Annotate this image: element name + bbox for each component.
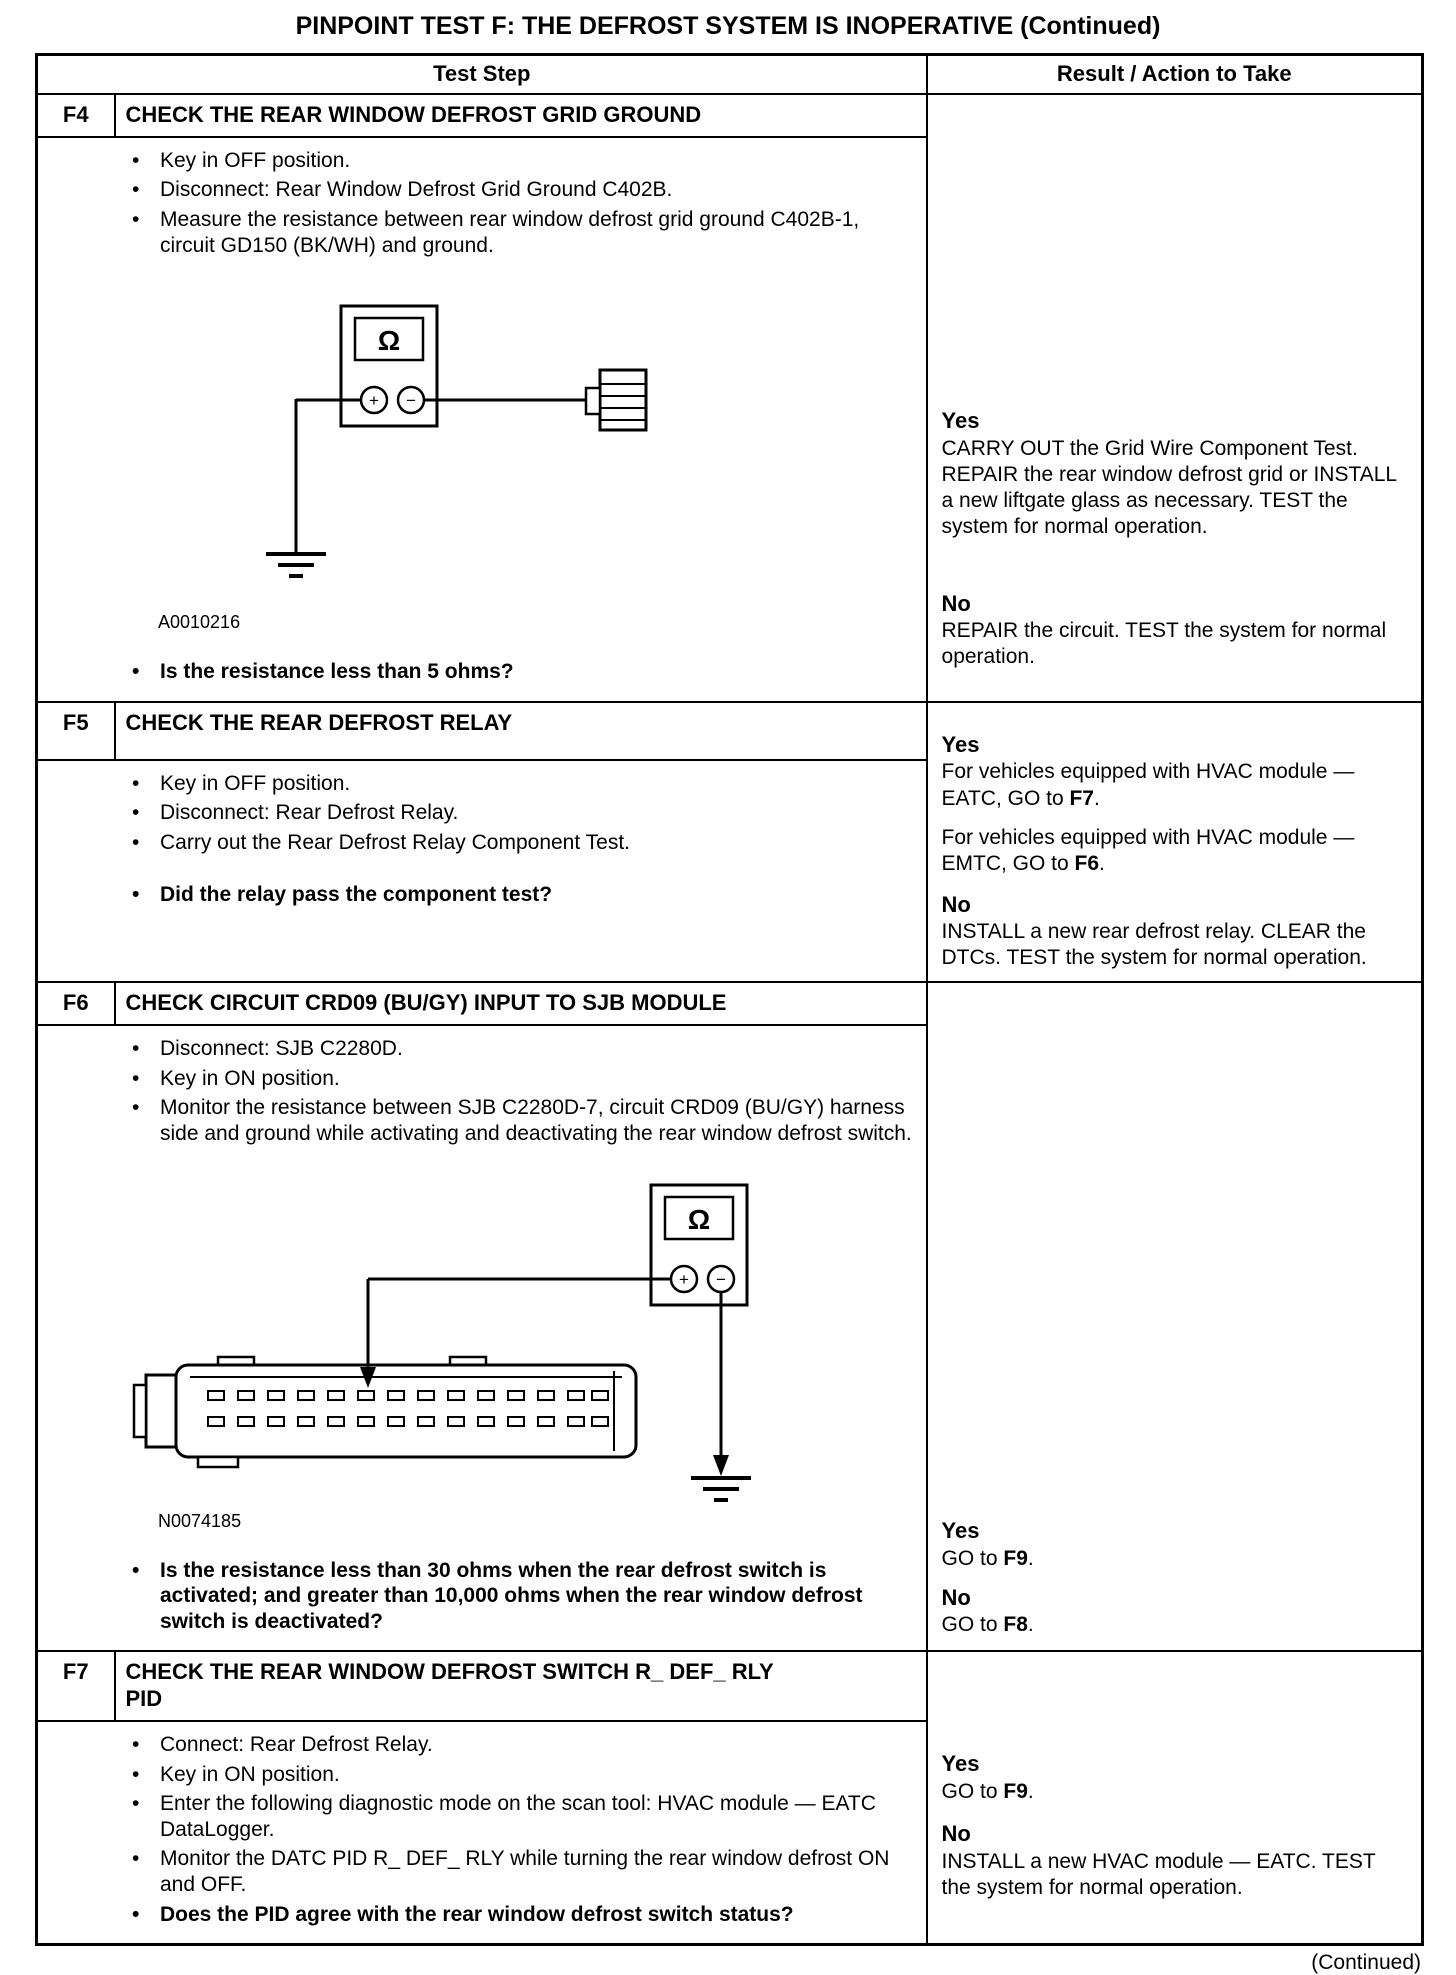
result-no-text: REPAIR the circuit. TEST the system for normal operation.	[941, 619, 1387, 669]
go-to-ref: F8	[1003, 1613, 1028, 1637]
svg-text:−: −	[406, 391, 416, 411]
step-bullet: • Measure the resistance between rear window defrost grid ground C402B-1, circuit GD150 (BK/WH) and ground.	[126, 207, 914, 258]
step-bullet-list	[126, 1732, 914, 1898]
svg-text:−: −	[716, 1269, 726, 1289]
step-title-f5: CHECK THE REAR DEFROST RELAY	[115, 702, 927, 760]
result-no-label: No	[941, 891, 971, 917]
result-no-label: No	[941, 1584, 971, 1610]
step-body-f6	[37, 1025, 927, 1651]
step-bullet: • Enter the following diagnostic mode on the scan tool: HVAC module — EATC DataLogger.	[126, 1791, 914, 1842]
result-yes-block-f4	[942, 407, 1404, 540]
result-yes-label: Yes	[941, 1751, 980, 1777]
step-bullet-list	[126, 1036, 914, 1146]
svg-text:Ω: Ω	[687, 1203, 711, 1235]
step-bullet: • Monitor the DATC PID R_ DEF_ RLY while turning the rear window defrost ON and OFF.	[126, 1846, 914, 1897]
result-yes-block-f5	[942, 731, 1404, 877]
step-id-f6: F6	[37, 982, 115, 1025]
step-body-f4	[37, 137, 927, 702]
table-header-row	[37, 55, 1423, 95]
pinpoint-test-table	[35, 53, 1424, 1946]
multimeter-display	[355, 318, 423, 360]
ohmmeter-sjb-connector-figure	[58, 1177, 758, 1507]
step-question: • Does the PID agree with the rear window defrost switch status?	[126, 1902, 914, 1928]
result-yes-text: CARRY OUT the Grid Wire Component Test. REPAIR the rear window defrost grid or INSTALL a new liftgate glass as necessary. TEST the system for normal operation.	[941, 436, 1397, 538]
result-no-label: No	[941, 590, 971, 616]
step-id-f7: F7	[37, 1651, 115, 1721]
test-f6-title-row	[37, 982, 1423, 1025]
connector-icon	[586, 370, 646, 430]
go-to-ref: F9	[1003, 1546, 1028, 1570]
step-question-list	[126, 1902, 914, 1928]
result-no-label: No	[941, 1820, 971, 1846]
result-no-block-f5	[942, 891, 1404, 972]
step-bullet: • Carry out the Rear Defrost Relay Component Test.	[126, 830, 914, 856]
step-bullet: • Key in ON position.	[126, 1762, 914, 1788]
step-bullet: • Key in OFF position.	[126, 771, 914, 797]
step-question: • Is the resistance less than 30 ohms when the rear defrost switch is activated; and greater than 10,000 ohms when the rear window defrost switch is deactivated?	[126, 1558, 914, 1635]
svg-text:+: +	[369, 391, 379, 411]
step-bullet: • Disconnect: Rear Window Defrost Grid Ground C402B.	[126, 177, 914, 203]
step-question-list	[126, 882, 914, 908]
result-yes-label: Yes	[941, 408, 980, 433]
result-cell-f4	[927, 94, 1423, 702]
figure-label: A0010216	[158, 612, 241, 633]
test-f5-title-row	[37, 702, 1423, 760]
svg-text:Ω: Ω	[377, 325, 401, 357]
svg-text:+: +	[679, 1269, 689, 1289]
go-to-ref: F6	[1074, 851, 1100, 875]
ohmmeter-ground-measurement-figure	[108, 296, 708, 608]
step-question-list	[126, 659, 914, 685]
result-yes-text: For vehicles equipped with HVAC module — EMTC, GO to F6.	[941, 825, 1355, 875]
result-no-text: GO to F8.	[941, 1613, 1034, 1637]
connector-icon	[134, 1357, 636, 1467]
multimeter-display	[665, 1197, 733, 1239]
step-question: • Is the resistance less than 5 ohms?	[126, 659, 914, 685]
step-bullet: • Key in OFF position.	[126, 148, 914, 174]
result-yes-block-f6	[942, 1517, 1404, 1572]
result-yes-label: Yes	[941, 1518, 980, 1544]
step-bullet: • Key in ON position.	[126, 1066, 914, 1092]
result-cell-f5	[927, 702, 1423, 982]
ground-symbol-icon	[691, 1478, 751, 1500]
step-bullet: • Monitor the resistance between SJB C2280D-7, circuit CRD09 (BU/GY) harness side and ground while activating and deactivating the rear window defrost switch.	[126, 1095, 914, 1146]
column-header-test-step: Test Step	[37, 55, 927, 95]
result-yes-label: Yes	[941, 731, 980, 757]
step-body-f7	[37, 1721, 927, 1945]
page-title: PINPOINT TEST F: THE DEFROST SYSTEM IS INOPERATIVE (Continued)	[295, 12, 1161, 40]
step-id-f4: F4	[37, 94, 115, 137]
step-bullet: • Connect: Rear Defrost Relay.	[126, 1732, 914, 1758]
step-bullet: • Disconnect: SJB C2280D.	[126, 1036, 914, 1062]
result-no-block-f6	[942, 1584, 1404, 1639]
test-f4-title-row	[37, 94, 1423, 137]
step-title-f7: CHECK THE REAR WINDOW DEFROST SWITCH R_ DEF_ RLY PID	[115, 1651, 927, 1721]
result-cell-f7	[927, 1651, 1423, 1944]
result-no-block-f4	[942, 590, 1404, 671]
step-question-list	[126, 1558, 914, 1635]
step-title-f4: CHECK THE REAR WINDOW DEFROST GRID GROUND	[115, 94, 927, 137]
ground-symbol-icon	[266, 554, 326, 576]
result-no-text: INSTALL a new rear defrost relay. CLEAR the DTCs. TEST the system for normal operation.	[941, 920, 1367, 970]
step-body-f5	[37, 760, 927, 982]
step-bullet: • Disconnect: Rear Defrost Relay.	[126, 800, 914, 826]
test-f7-title-row	[37, 1651, 1423, 1721]
go-to-ref: F9	[1003, 1779, 1028, 1803]
result-cell-f6	[927, 982, 1423, 1651]
figure-label: N0074185	[158, 1510, 242, 1531]
step-title-f6: CHECK CIRCUIT CRD09 (BU/GY) INPUT TO SJB MODULE	[115, 982, 927, 1025]
result-no-block-f7	[942, 1820, 1404, 1901]
go-to-ref: F7	[1069, 786, 1094, 810]
result-no-text: INSTALL a new HVAC module — EATC. TEST the system for normal operation.	[941, 1849, 1376, 1899]
step-question: • Did the relay pass the component test?	[126, 882, 914, 908]
continued-note: (Continued)	[1311, 1951, 1421, 1975]
result-yes-text: GO to F9.	[941, 1779, 1034, 1803]
result-yes-text: For vehicles equipped with HVAC module — EATC, GO to F7.	[941, 760, 1355, 810]
result-yes-block-f7	[942, 1750, 1404, 1805]
result-yes-text: GO to F9.	[941, 1546, 1034, 1570]
step-bullet-list	[126, 771, 914, 856]
step-id-f5: F5	[37, 702, 115, 760]
step-bullet-list	[126, 148, 914, 258]
column-header-result: Result / Action to Take	[927, 55, 1423, 95]
